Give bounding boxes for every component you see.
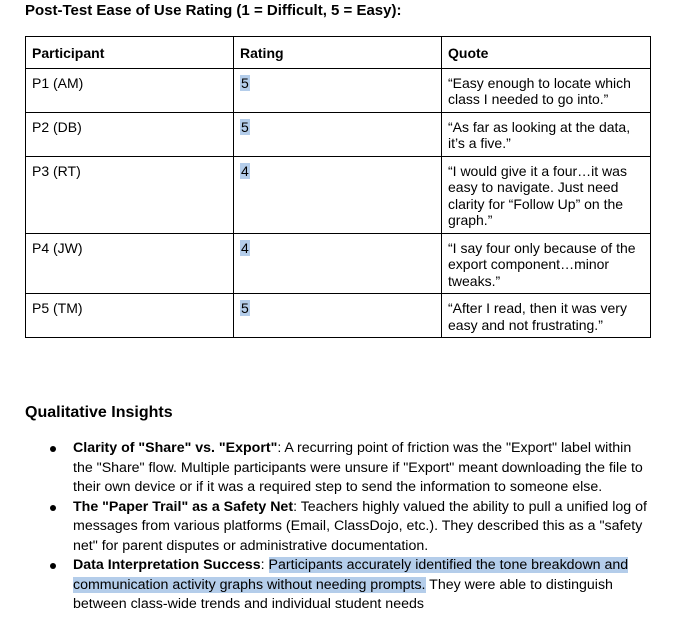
bullet-icon — [50, 563, 56, 569]
table-row — [26, 233, 651, 294]
ratings-table — [25, 36, 651, 338]
rating-cell — [234, 294, 442, 338]
table-row — [26, 294, 651, 338]
rating-value: 4 — [241, 162, 249, 179]
table-row — [26, 112, 651, 156]
rating-value: 5 — [241, 74, 249, 91]
list-item — [0, 498, 650, 557]
table-row — [26, 68, 651, 112]
rating-cell — [234, 156, 442, 233]
quote-cell: “I would give it a four…it was easy to navigate. Just need clarity for “Follow Up” on the graph.” — [442, 156, 651, 233]
list-item — [0, 556, 650, 615]
highlighted-text: Participants accurately identified the tone breakdown and communication activity graphs without needing prompts. — [73, 557, 629, 593]
quote-cell: “As far as looking at the data, it’s a five.” — [442, 112, 651, 156]
insight-title: Clarity of "Share" vs. "Export" — [73, 440, 278, 456]
insight-text: They were able to distinguish between class-wide trends and individual student needs — [73, 576, 613, 612]
insight-title: The "Paper Trail" as a Safety Net — [73, 498, 294, 515]
rating-cell — [234, 68, 442, 112]
column-header-quote: Quote — [442, 37, 651, 69]
insight-text: : A recurring point of friction was the "Export" label within the "Share" flow. Multiple participants were unsure if "Export" meant downloading the file to their own device or if it was a required step to send the information to someone else. — [73, 440, 643, 495]
quote-cell: “Easy enough to locate which class I needed to go into.” — [442, 68, 651, 112]
quote-cell: “After I read, then it was very easy and not frustrating.” — [442, 294, 651, 338]
page-title: Post-Test Ease of Use Rating (1 = Difficult, 5 = Easy): — [25, 2, 402, 19]
insights-list — [0, 439, 650, 615]
table-header-row — [26, 37, 651, 69]
insight-title: Data Interpretation Success — [73, 557, 261, 573]
column-header-participant: Participant — [26, 37, 234, 69]
table-row — [26, 156, 651, 233]
list-item — [0, 439, 650, 498]
rating-value: 5 — [241, 300, 249, 316]
rating-value: 5 — [241, 118, 249, 135]
insights-heading: Qualitative Insights — [25, 404, 173, 421]
participant-cell: P4 (JW) — [26, 233, 234, 294]
participant-cell: P2 (DB) — [26, 112, 234, 156]
participant-cell: P5 (TM) — [26, 294, 234, 338]
participant-cell: P3 (RT) — [26, 156, 234, 233]
participant-cell: P1 (AM) — [26, 68, 234, 112]
column-header-rating: Rating — [234, 37, 442, 69]
insight-text-lead: : — [260, 557, 269, 573]
rating-cell — [234, 233, 442, 294]
insight-text: : Teachers highly valued the ability to pull a unified log of messages from various platforms (Email, ClassDojo, etc.). They described this as a "safety net" for parent disputes or administrative documentation. — [73, 498, 647, 554]
bullet-icon — [50, 505, 56, 511]
rating-cell — [234, 112, 442, 156]
quote-cell: “I say four only because of the export component…minor tweaks.” — [442, 233, 651, 294]
bullet-icon — [50, 446, 56, 452]
rating-value: 4 — [241, 239, 249, 256]
